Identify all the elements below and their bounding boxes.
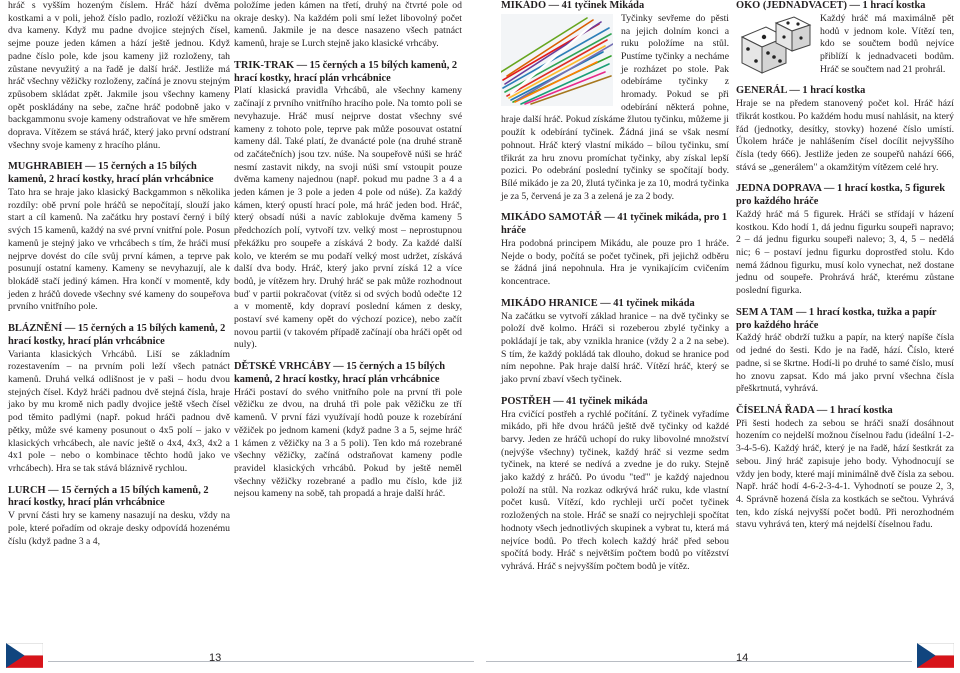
footer-divider [48, 661, 474, 662]
paragraph: Každý hráč má 5 figurek. Hráči se střídají v házení kostkou. Kdo hodí 1, dá jednu figurku soupeři napravo; 2 – dá jednu figurku soupeři nalevo; 3, 4, 5 – nedělá nic; 6 – postaví jednu figurku doprostřed stolu. Kdo nemá žádnou figurku, musí kolo vynechat, než dostane jednu od soupeře. Prohrává hráč, kterému zůstane poslední figurka. [736, 208, 954, 297]
czech-flag-icon-graphic [917, 643, 954, 668]
section-heading-mikado: MIKÁDO — 41 tyčinek Mikáda [501, 0, 645, 11]
dice-icon [736, 15, 814, 79]
paragraph: Hra cvičící postřeh a rychlé počítání. Z tyčinek vyřadíme mikádo, při hře dvou hráčů ještě dvě tyčinky od každé barvy. Jeden ze hráčů uchopí do ruky libovolné množství (nejvýše všechny) tyčinek, každý hráč si vezme sedm tyčinek, na které se nedívá a zvedne je do ruky. Stejně jako každý z hráčů. Po úvodu "teď" je každý najednou položí na stůl. Na rozkaz odkrývá hráč ruku, kde vlastní počet kusů. Vítězí, kdo rychleji určí počet tyčinek rozložených na stole. Hráč se snaží co nejrychleji spočítat hodnoty všech jednotlivých skupinek a vybrat tu, která má nejvíce bodů. Po třech kolech každý hráč před sebou spočítá body. Hráč s největším počtem bodů po vítězství vyhrává. Hráč s nejvyšším počtem bodů je vítěz. [501, 408, 729, 572]
paragraph: Platí klasická pravidla Vrhcábů, ale všechny kameny začínají z prvního vnitřního hracího pole. Na tomto poli se nevyhazuje. Hráč musí nejprve dostat všechny své kameny z tohoto pole, teprve pak může posouvat ostatní kameny dál. Také platí, že dvanácté pole (na druhé straně od začátečních) jsou tzv. núše. Na soupeřově núši se hráč nesmí zastavit nikdy, na svoji núši smí vstoupit pouze dvěma kameny najednou (např. pokud mu padne 3 a 4 a jeden kámen je 3 pole a jeden 4 pole od núše). Za každý kámen, který opustí hrací pole, má hráč jeden bod. Hráč, který obsadí núši a navíc zablokuje dvěma kameny 5 předchozích polí, vytvoří tzv. velký most – neprostupnou překážku pro soupeře a získává 2 body. Za každé další kolo, ve kterém se mu podaří velký most udržet, získává další dva body. Hráč, který jako první získá 12 a více bodů, je vítězem hry. Druhý hráč se pak může rozhodnout buď v partii pokračovat (vítěz si od svých bodů odečte 12 a v momentě, kdy dopraví poslední kámen z desky, postaví své kameny opět do výchozí pozice), nebo začít novou partii (v takovém případě začínají oba hráči opět od nuly). [234, 85, 462, 351]
paragraph: Hra podobná principem Mikádu, ale pouze pro 1 hráče. Nejde o body, počítá se počet tyčinek, při jejichž odběru se žádná jiná nepohnula. Hra je vynikajícím cvičením koncentrace. [501, 237, 729, 288]
mikado-sticks-icon [501, 14, 613, 106]
column-3 [501, 0, 729, 574]
section-heading-sem-a-tam: SEM A TAM — 1 hrací kostka, tužka a papír pro každého hráče [736, 306, 937, 331]
paragraph: Na začátku se vytvoří základ hranice – na dvě tyčinky se položí dvě kolmo. Hráči si rozeberou zbylé tyčinky a pokládají je tak, aby vznikla hranice (vždy 2 a 2 na sebe). S tím, že každý pokládá tak dlouho, dokud se hranice pod ním nepohne. Pak hraje další hráč. Vítězí hráč, který se jako první zbaví všech tyčinek. [501, 310, 729, 386]
paragraph: V první části hry se kameny nasazují na desku, vždy na pole, které pořadím od okraje desky odpovídá hozenému číslu (když padne 3 a 4, [8, 510, 230, 547]
paragraph: Hraje se na předem stanovený počet kol. Hráč hází třikrát kostkou. Po každém hodu musí nahlásit, na který řád (jednotky, desítky, stovky) hozené číslo umístí. Úkolem hráče je nahlášením čísel docílit nejvyššího čísla (tedy 666). Jestliže jeden ze soupeřů nahází 666, stává se „generálem" a okamžitým vítězem celé hry. [736, 98, 954, 173]
paragraph: Každý hráč má maximálně pět hodů v jednom kole. Vítězí ten, kdo se součtem bodů nejvíce přiblíží k jednadvaceti bodům. Hráč se součtem nad 21 prohrál. [820, 12, 954, 75]
column-4 [736, 0, 954, 532]
section-heading-postreh: POSTŘEH — 41 tyčinek mikáda [501, 395, 648, 407]
dice-illustration [736, 15, 814, 79]
section-heading-blazneni: BLÁZNĚNÍ — 15 černých a 15 bílých kamenů, 2 hrací kostky, hrací plán vrhcábnice [8, 323, 226, 347]
paragraph: položíme jeden kámen na třetí, druhý na čtvrté pole od okraje desky). Na každém poli smí ležet libovolný počet kamenů. Jakmile je na desce nasazeno všech patnáct kamenů, hraje se Lurch stejně jako klasické vrhcáby. [234, 0, 462, 50]
section-heading-ciselna-rada: ČÍSELNÁ ŘADA — 1 hrací kostka [736, 404, 893, 416]
column-2 [234, 0, 462, 501]
section-heading-mikado-samotar: MIKÁDO SAMOTÁŘ — 41 tyčinek mikáda, pro 1 hráče [501, 212, 728, 237]
section-heading-jedna-doprava: JEDNA DOPRAVA — 1 hrací kostka, 5 figurek pro každého hráče [736, 183, 945, 208]
section-heading-lurch: LURCH — 15 černých a 15 bílých kamenů, 2 hrací kostky, hrací plán vrhcábnice [8, 484, 209, 509]
column-1 [8, 0, 230, 548]
paragraph: Tato hra se hraje jako klasický Backgammon s několika rozdíly: obě první pole hráčů se nepočítají, slouží jako start a cíl kamenů. Na začátku hry postaví černý i bílý svých 15 kamenů, každý na své první vnitřní pole. Posun kamenů je stejný jako ve vrhcábech s tím, že hráči musí nejprve dovést do cíle svůj první kámen, a teprve pak posunují ostatní kameny. Kameny se nevyhazují, ale k blokádě stačí jediný kámen. Hra končí v momentě, kdy jeden z hráčů dovede všechny své kameny do soupeřova prvního vnitřního pole. [8, 187, 230, 313]
czech-flag-icon [6, 643, 43, 668]
czech-flag-icon [917, 643, 954, 668]
page-number-right: 14 [736, 652, 749, 664]
paragraph: hráč s vyšším hozeným číslem. Hráč hází dvěma kostkami a v poli, jehož číslo padlo, rozloží věžičku na dva kameny. Když mu padne dvojice stejných čísel, sejme pouze jeden kámen a hází ještě jednou. Když padne číslo pole, kde jsou kameny již rozloženy, tah zůstane nevyužitý a na řadě je další hráč. Jestliže má hráč všechny věžičky rozloženy, začíná je znovu stejným způsobem skládat zpět. Jakmile jsou všechny kameny opět poskládány na sebe, začne hráč podobně jako v backgammonu svoje kameny odstraňovat ve hře směrem doprava. Vítězem se stává hráč, který jako první odstraní všechny svoje kameny z hracího plánu. [8, 0, 230, 151]
paragraph: Při šesti hodech za sebou se hráči snaží dosáhnout hozením co nejdelší možnou číselnou řadu (ideální 1-2-3-4-5-6). Každý hráč, který je na řadě, hází šestkrát za sebou. Jiný hráč zapisuje jeho body. Vyhodnocují se vždy jen body, které mají minimálně dvě čísla za sebou. Např. hráč hodí 4-6-2-3-4-1. Vyhodnotí se pouze 2, 3, 4. Správně hozená čísla za kostkách se sečtou. Vyhrává ten, kdo získá nejvyšší počet bodů. Při nerozhodném stavu vyhrává ten, který má nejdelší číselnou řadu. [736, 417, 954, 531]
section-heading-mikado-hranice: MIKÁDO HRANICE — 41 tyčinek mikáda [501, 297, 695, 309]
section-heading-detske-vrhcaby: DĚTSKÉ VRHCÁBY — 15 černých a 15 bílých kamenů, 2 hrací kostky, hrací plán vrhcábnice [234, 361, 446, 385]
czech-flag-icon-graphic [6, 643, 43, 668]
mikado-sticks-illustration [501, 14, 613, 106]
paragraph: Hráči postaví do svého vnitřního pole na první tři pole věžičku ze dvou, na druhá tři pole pak věžičku ze tří kamenů. V první fázi využívají hodů pouze k rozebírání věžiček po jednom kameni (když padne 3 a 5, sejme hráč 1 kámen z věžičky na 3 a 5 poli). Ten kdo má rozebrané všechny věžičky, začíná odstraňovat kameny podle pravidel klasických vrhcábů. Pokud by ještě neměl všechny věžičky rozebrané a padlo mu číslo, kde již nejsou kameny na sobě, tah propadá a hraje další hráč. [234, 386, 462, 500]
paragraph: Tyčinky sevřeme do pěsti na jejich dolním konci a ruku položíme na stůl. Pustíme tyčinky a necháme je rozházet po stole. Pak odebíráme tyčinky z hromady. Pokud se při odebírání některá pohne, hraje další hráč. Pokud získáme žlutou tyčinku, můžeme ji použít k odebírání tyčinek. Žádná jiná se však nesmí pohnout. Hráč který vlastní mikádo – bílou tyčinku, smí třikrát za hru znovu promíchat tyčinky, aby získal lepší pozici. Po odebrání poslední tyčinky se spočítají body. Bílé mikádo je za 20, žlutá tyčinka je za 10, modrá tyčinka je za 5, červená je za 3 a zelená je za 2 body. [501, 12, 729, 202]
section-heading-mughrabieh: MUGHRABIEH — 15 černých a 15 bílých kamenů, 2 hrací kostky, hrací plán vrhcábnice [8, 161, 214, 186]
section-heading-trik-trak: TRIK-TRAK — 15 černých a 15 bílých kamenů, 2 hrací kostky, hrací plán vrhcábnice [234, 59, 458, 84]
paragraph: Každý hráč obdrží tužku a papír, na který napíše čísla od jedné do šesti. Kdo je na řadě, hází. Číslo, které padne, si se škrtne. Hodí-li po druhé to samé číslo, musí ho znovu zapsat. Kdo má jako první všechna čísla přeškrtnutá, vyhrává. [736, 332, 954, 395]
footer-divider [486, 661, 912, 662]
section-heading-oko: OKO (JEDNADVACET) — 1 hrací kostka [736, 0, 926, 11]
page-number-left: 13 [209, 652, 222, 664]
paragraph: Varianta klasických Vrhcábů. Liší se základním rozestavením – na prvním poli leží všech patnáct kamenů. Druhá velká odlišnost je v paši – hodu dvou stejných čísel. Když hráči padnou dvě stejná čísla, hraje jako by mu kromě nich padly dvojice ještě všech čísel pod těmito padlými (např. pokud hráči padnou dvě pětky, může své kameny posunout o 4x5 polí – jako v klasických vrhcábech, ale navíc ještě o 4x4, 4x3, 4x2 a 4x1 pole – nebo o kombinace těchto hodů jako ve vrhcábech). Hra se tak stává bláznivě rychlou. [8, 348, 230, 474]
section-heading-general: GENERÁL — 1 hrací kostka [736, 85, 866, 97]
